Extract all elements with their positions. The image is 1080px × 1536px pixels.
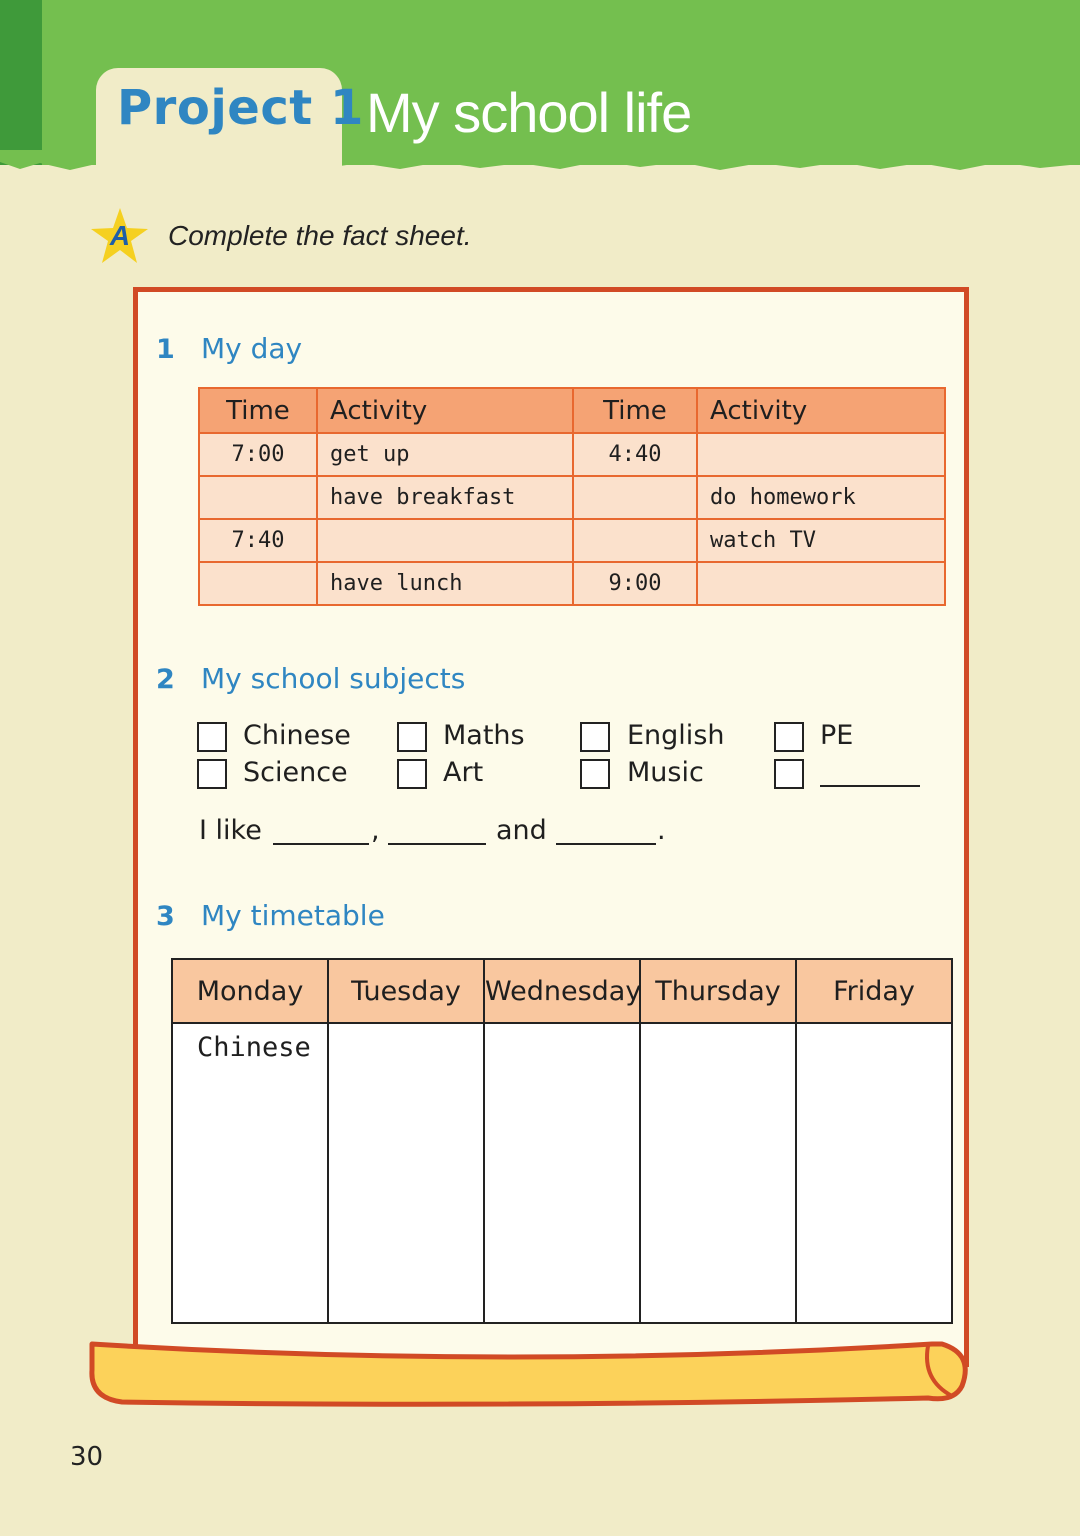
like-sentence-start: I like: [199, 815, 262, 846]
subject-checkbox-other[interactable]: [774, 759, 804, 789]
page-title: My school life: [366, 81, 692, 144]
section-number: 2: [156, 664, 175, 695]
like-blank-2[interactable]: [388, 843, 486, 845]
subject-label: Science: [243, 757, 348, 788]
section-title-my-day: My day: [201, 332, 303, 365]
instruction-text: Complete the fact sheet.: [168, 220, 472, 251]
like-and: and: [496, 815, 547, 846]
subject-checkbox-maths[interactable]: [397, 722, 427, 752]
like-blank-1[interactable]: [273, 843, 369, 845]
subject-checkbox-english[interactable]: [580, 722, 610, 752]
other-subject-blank[interactable]: [820, 785, 920, 787]
subject-label: Chinese: [243, 720, 351, 751]
subject-checkbox-music[interactable]: [580, 759, 610, 789]
time-cell[interactable]: [199, 562, 317, 605]
subject-checkbox-art[interactable]: [397, 759, 427, 789]
day-header: Thursday: [640, 959, 796, 1023]
time-cell[interactable]: [573, 476, 697, 519]
page-number: 30: [70, 1442, 104, 1472]
header-cell: Activity: [317, 388, 573, 433]
header-cell: Time: [573, 388, 697, 433]
timetable-cell[interactable]: [640, 1023, 796, 1323]
timetable-cell[interactable]: [796, 1023, 952, 1323]
subject-label: Music: [627, 757, 704, 788]
subject-checkbox-pe[interactable]: [774, 722, 804, 752]
header-cell: Activity: [697, 388, 945, 433]
section-number: 1: [156, 334, 175, 365]
table-row: [199, 476, 945, 519]
activity-cell[interactable]: watch TV: [697, 519, 945, 562]
activity-cell[interactable]: get up: [317, 433, 573, 476]
time-cell[interactable]: [199, 476, 317, 519]
table-row: [199, 562, 945, 605]
timetable-header-row: [172, 959, 952, 1023]
project-label: Project 1: [117, 80, 364, 136]
subject-label: Art: [443, 757, 484, 788]
like-period: .: [657, 815, 666, 846]
activity-cell[interactable]: [697, 562, 945, 605]
section-number: 3: [156, 901, 175, 932]
day-header: Tuesday: [328, 959, 484, 1023]
time-cell[interactable]: 4:40: [573, 433, 697, 476]
activity-cell[interactable]: [317, 519, 573, 562]
activity-cell[interactable]: [697, 433, 945, 476]
like-comma: ,: [371, 815, 380, 846]
day-header: Wednesday: [484, 959, 640, 1023]
like-blank-3[interactable]: [556, 843, 656, 845]
header-cell: Time: [199, 388, 317, 433]
timetable-row: [172, 1023, 952, 1323]
section-title-timetable: My timetable: [201, 899, 385, 932]
my-day-table: [198, 387, 946, 606]
timetable-cell[interactable]: [484, 1023, 640, 1323]
day-header: Friday: [796, 959, 952, 1023]
time-cell[interactable]: 7:40: [199, 519, 317, 562]
subject-label: Maths: [443, 720, 525, 751]
time-cell[interactable]: 9:00: [573, 562, 697, 605]
instruction-letter: A: [109, 220, 131, 251]
timetable-cell[interactable]: Chinese: [172, 1023, 328, 1323]
time-cell[interactable]: [573, 519, 697, 562]
activity-cell[interactable]: do homework: [697, 476, 945, 519]
time-cell[interactable]: 7:00: [199, 433, 317, 476]
table-row: [199, 433, 945, 476]
table-header-row: [199, 388, 945, 433]
day-header: Monday: [172, 959, 328, 1023]
activity-cell[interactable]: have breakfast: [317, 476, 573, 519]
timetable-cell[interactable]: [328, 1023, 484, 1323]
subject-checkbox-chinese[interactable]: [197, 722, 227, 752]
table-row: [199, 519, 945, 562]
header-accent-strip: [0, 0, 42, 165]
activity-cell[interactable]: have lunch: [317, 562, 573, 605]
section-title-subjects: My school subjects: [201, 662, 466, 695]
scroll-roll: [82, 1330, 982, 1416]
timetable: [171, 958, 953, 1324]
subject-label: PE: [820, 720, 854, 751]
subject-label: English: [627, 720, 725, 751]
subject-checkbox-science[interactable]: [197, 759, 227, 789]
